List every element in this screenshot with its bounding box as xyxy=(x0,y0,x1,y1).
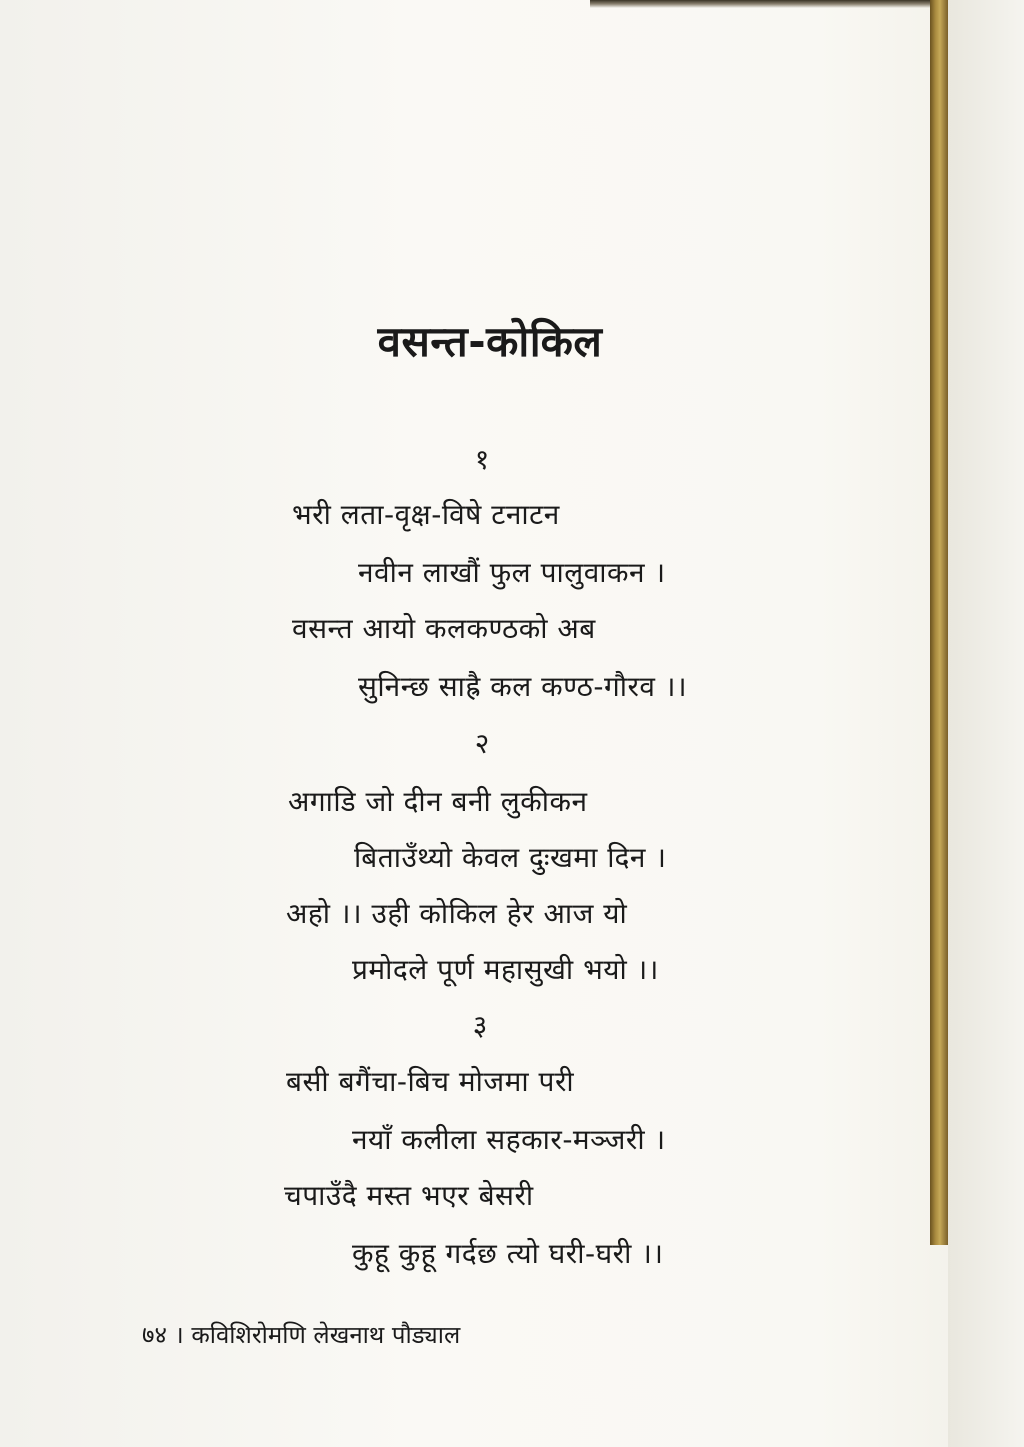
stanza-number: १ xyxy=(474,443,490,476)
stanza-line: वसन्त आयो कलकण्ठको अब xyxy=(292,612,596,645)
stanza-line: बसी बगैंचा-बिच मोजमा परी xyxy=(286,1065,575,1098)
stanza-line: चपाउँदै मस्त भएर बेसरी xyxy=(284,1179,534,1212)
stanza-line: प्रमोदले पूर्ण महासुखी भयो ।। xyxy=(352,953,659,986)
stanza-line: नवीन लाखौं फुल पालुवाकन । xyxy=(358,556,666,589)
stanza-line: बिताउँथ्यो केवल दुःखमा दिन । xyxy=(354,841,667,874)
book-spine-edge xyxy=(930,0,948,1245)
stanza-number: ३ xyxy=(472,1009,488,1042)
book-spine-shadow xyxy=(948,0,1024,1447)
stanza-line: सुनिन्छ साह्रै कल कण्ठ-गौरव ।। xyxy=(358,670,688,703)
poem-title: वसन्त-कोकिल xyxy=(377,317,603,366)
stanza-line: नयाँ कलीला सहकार-मञ्जरी । xyxy=(352,1123,666,1156)
stanza-line: भरी लता-वृक्ष-विषे टनाटन xyxy=(292,498,560,531)
stanza-number: २ xyxy=(474,727,490,760)
stanza-line: कुहू कुहू गर्दछ त्यो घरी-घरी ।। xyxy=(352,1237,664,1270)
stanza-line: अगाडि जो दीन बनी लुकीकन xyxy=(288,785,588,818)
stanza-line: अहो ।। उही कोकिल हेर आज यो xyxy=(286,897,628,930)
page-footer: ७४ । कविशिरोमणि लेखनाथ पौड्याल xyxy=(142,1321,461,1349)
page-top-edge-shadow xyxy=(590,0,950,8)
